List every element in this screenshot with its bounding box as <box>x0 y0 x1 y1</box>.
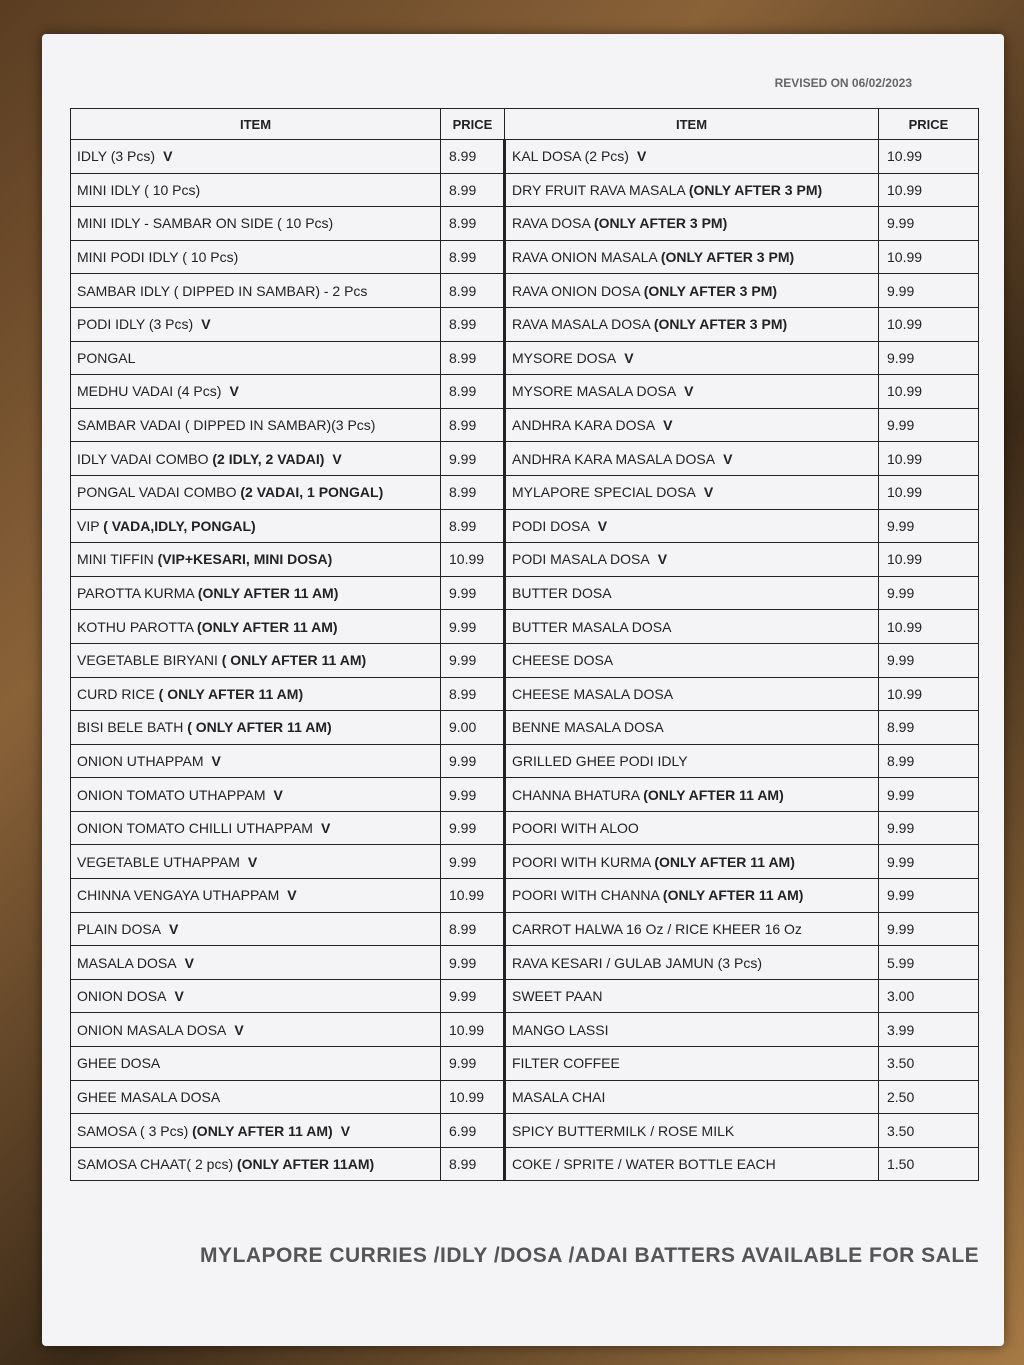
left-item-cell <box>71 442 441 476</box>
item-note: (ONLY AFTER 11 AM) <box>197 585 339 602</box>
item-name: MINI IDLY - SAMBAR ON SIDE ( 10 Pcs) <box>77 215 334 232</box>
left-item-cell <box>71 475 441 509</box>
item-note: (ONLY AFTER 11 AM) <box>643 786 784 803</box>
veg-marker: V <box>247 853 258 870</box>
right-item-cell <box>505 912 879 946</box>
left-price-cell: 8.99 <box>441 1147 505 1181</box>
right-item-cell <box>505 845 879 879</box>
menu-row <box>71 509 979 543</box>
item-name: CHEESE MASALA DOSA <box>512 685 674 702</box>
item-name: KOTHU PAROTTA <box>77 618 194 635</box>
menu-row <box>71 711 979 745</box>
item-name: MYSORE MASALA DOSA <box>512 383 677 400</box>
left-price-cell: 10.99 <box>441 543 505 577</box>
left-price-cell: 9.99 <box>441 845 505 879</box>
right-item-cell <box>505 307 879 341</box>
item-note: ( VADA,IDLY, PONGAL) <box>103 517 256 534</box>
right-item-cell <box>505 1147 879 1181</box>
left-price-cell: 9.99 <box>441 979 505 1013</box>
menu-row <box>71 879 979 913</box>
item-name: IDLY VADAI COMBO <box>77 450 209 467</box>
left-price-cell: 9.99 <box>441 643 505 677</box>
item-note: (ONLY AFTER 3 PM) <box>660 249 795 266</box>
left-item-cell <box>71 643 441 677</box>
right-price-cell: 9.99 <box>879 879 979 913</box>
item-name: ONION UTHAPPAM <box>77 752 204 769</box>
right-price-cell: 10.99 <box>879 543 979 577</box>
veg-marker: V <box>201 316 211 333</box>
item-name: COKE / SPRITE / WATER BOTTLE EACH <box>512 1156 776 1173</box>
veg-marker: V <box>229 383 239 400</box>
left-price-cell: 8.99 <box>441 677 505 711</box>
item-name: ANDHRA KARA MASALA DOSA <box>512 450 716 467</box>
veg-marker: V <box>169 920 179 937</box>
veg-marker: V <box>332 450 342 467</box>
item-note: (2 IDLY, 2 VADAI) <box>212 450 325 467</box>
item-note: (ONLY AFTER 11 AM) <box>192 1122 333 1139</box>
menu-body <box>71 140 979 1181</box>
right-price-cell: 8.99 <box>879 744 979 778</box>
left-item-cell <box>71 677 441 711</box>
item-name: BUTTER DOSA <box>512 585 612 602</box>
item-note: (ONLY AFTER 3 PM) <box>653 316 788 333</box>
left-item-cell <box>71 912 441 946</box>
left-price-cell: 10.99 <box>441 1013 505 1047</box>
right-price-cell: 1.50 <box>879 1147 979 1181</box>
veg-marker: V <box>234 1021 244 1038</box>
left-price-cell: 8.99 <box>441 240 505 274</box>
left-item-cell <box>71 1080 441 1114</box>
veg-marker: V <box>184 954 194 971</box>
left-item-cell <box>71 408 441 442</box>
menu-row <box>71 1047 979 1081</box>
item-name: ONION TOMATO CHILLI UTHAPPAM <box>77 820 313 837</box>
item-name: ONION MASALA DOSA <box>77 1021 227 1038</box>
right-item-cell <box>505 979 879 1013</box>
item-name: DRY FRUIT RAVA MASALA <box>512 181 685 198</box>
left-item-cell <box>71 341 441 375</box>
veg-marker: V <box>320 820 331 837</box>
veg-marker: V <box>703 484 714 501</box>
menu-row <box>71 1147 979 1181</box>
menu-row <box>71 375 979 409</box>
left-item-cell <box>71 1147 441 1181</box>
right-price-cell: 3.50 <box>879 1114 979 1148</box>
item-name: GHEE MASALA DOSA <box>77 1088 221 1105</box>
veg-marker: V <box>211 752 221 769</box>
menu-row <box>71 307 979 341</box>
veg-marker: V <box>684 383 694 400</box>
header-row <box>71 109 979 140</box>
left-price-cell: 9.99 <box>441 744 505 778</box>
right-price-cell: 3.50 <box>879 1047 979 1081</box>
left-item-cell <box>71 576 441 610</box>
right-price-cell: 9.99 <box>879 811 979 845</box>
menu-table <box>70 108 979 1181</box>
right-price-cell: 3.00 <box>879 979 979 1013</box>
menu-row <box>71 576 979 610</box>
left-price-cell: 8.99 <box>441 274 505 308</box>
item-name: MINI IDLY ( 10 Pcs) <box>77 181 201 198</box>
left-price-cell: 8.99 <box>441 341 505 375</box>
right-price-cell: 9.99 <box>879 845 979 879</box>
left-item-cell <box>71 946 441 980</box>
menu-row <box>71 744 979 778</box>
right-item-cell <box>505 610 879 644</box>
right-item-cell <box>505 274 879 308</box>
left-item-cell <box>71 879 441 913</box>
item-name: ANDHRA KARA DOSA <box>512 417 656 434</box>
item-note: (VIP+KESARI, MINI DOSA) <box>157 551 333 568</box>
right-price-cell: 9.99 <box>879 341 979 375</box>
right-item-cell <box>505 576 879 610</box>
menu-row <box>71 979 979 1013</box>
item-name: PAROTTA KURMA <box>77 585 194 602</box>
right-price-cell: 10.99 <box>879 173 979 207</box>
item-note: ( ONLY AFTER 11 AM) <box>187 719 332 736</box>
item-note: (ONLY AFTER 3 PM) <box>688 181 823 198</box>
menu-row <box>71 442 979 476</box>
left-price-cell: 8.99 <box>441 509 505 543</box>
left-price-cell: 9.99 <box>441 576 505 610</box>
right-price-cell: 10.99 <box>879 240 979 274</box>
right-item-cell <box>505 946 879 980</box>
left-price-cell: 9.99 <box>441 778 505 812</box>
left-item-cell <box>71 610 441 644</box>
right-item-cell <box>505 643 879 677</box>
menu-row <box>71 1013 979 1047</box>
item-note: (ONLY AFTER 11 AM) <box>662 887 804 904</box>
right-item-cell <box>505 375 879 409</box>
left-item-cell <box>71 811 441 845</box>
item-name: PONGAL VADAI COMBO <box>77 484 237 501</box>
item-name: SAMOSA ( 3 Pcs) <box>77 1122 189 1139</box>
menu-row <box>71 207 979 241</box>
menu-row <box>71 1080 979 1114</box>
menu-row <box>71 543 979 577</box>
left-item-cell <box>71 509 441 543</box>
veg-marker: V <box>163 148 173 165</box>
right-item-cell <box>505 475 879 509</box>
right-price-cell: 9.99 <box>879 274 979 308</box>
right-price-cell: 9.99 <box>879 576 979 610</box>
item-name: POORI WITH KURMA <box>512 853 651 870</box>
item-name: BENNE MASALA DOSA <box>512 719 664 736</box>
veg-marker: V <box>340 1122 351 1139</box>
item-name: CHANNA BHATURA <box>512 786 640 803</box>
left-price-cell: 9.00 <box>441 711 505 745</box>
item-name: CARROT HALWA 16 Oz / RICE KHEER 16 Oz <box>512 920 802 937</box>
menu-row <box>71 173 979 207</box>
item-name: RAVA DOSA <box>512 215 591 232</box>
item-name: SAMBAR VADAI ( DIPPED IN SAMBAR)(3 Pcs) <box>77 417 376 434</box>
right-price-cell: 10.99 <box>879 375 979 409</box>
right-item-cell <box>505 408 879 442</box>
item-name: PODI IDLY (3 Pcs) <box>77 316 194 333</box>
right-item-cell <box>505 207 879 241</box>
left-item-cell <box>71 240 441 274</box>
menu-row <box>71 610 979 644</box>
veg-marker: V <box>287 887 297 904</box>
item-name: KAL DOSA (2 Pcs) <box>512 148 629 165</box>
item-name: BISI BELE BATH <box>77 719 184 736</box>
item-name: SWEET PAAN <box>512 988 603 1005</box>
left-price-cell: 9.99 <box>441 610 505 644</box>
right-item-cell <box>505 1047 879 1081</box>
menu-row <box>71 240 979 274</box>
item-name: PONGAL <box>77 349 136 366</box>
item-note: (ONLY AFTER 11 AM) <box>654 853 795 870</box>
left-price-cell: 9.99 <box>441 811 505 845</box>
right-price-cell: 10.99 <box>879 677 979 711</box>
right-item-cell <box>505 543 879 577</box>
item-name: RAVA KESARI / GULAB JAMUN (3 Pcs) <box>512 954 762 971</box>
item-name: RAVA ONION MASALA <box>512 249 657 266</box>
right-price-cell: 9.99 <box>879 912 979 946</box>
left-price-cell: 8.99 <box>441 912 505 946</box>
right-item-cell <box>505 509 879 543</box>
left-item-cell <box>71 140 441 174</box>
item-name: VEGETABLE BIRYANI <box>77 652 218 669</box>
price-header-left: PRICE <box>441 109 505 140</box>
item-note: (ONLY AFTER 3 PM) <box>593 215 728 232</box>
item-name: PODI DOSA <box>512 517 590 534</box>
revised-date: REVISED ON 06/02/2023 <box>774 76 912 90</box>
veg-marker: V <box>273 786 283 803</box>
item-name: MASALA CHAI <box>512 1088 606 1105</box>
left-price-cell: 9.99 <box>441 946 505 980</box>
left-price-cell: 6.99 <box>441 1114 505 1148</box>
item-name: VIP <box>77 517 100 534</box>
right-price-cell: 9.99 <box>879 509 979 543</box>
item-note: ( ONLY AFTER 11 AM) <box>221 652 367 669</box>
item-name: ONION DOSA <box>77 988 167 1005</box>
right-item-cell <box>505 744 879 778</box>
right-item-cell <box>505 711 879 745</box>
left-price-cell: 8.99 <box>441 140 505 174</box>
menu-row <box>71 845 979 879</box>
left-price-cell: 8.99 <box>441 307 505 341</box>
menu-row <box>71 811 979 845</box>
item-name: RAVA MASALA DOSA <box>512 316 650 333</box>
item-name: MINI PODI IDLY ( 10 Pcs) <box>77 249 239 266</box>
veg-marker: V <box>624 349 634 366</box>
price-header-right: PRICE <box>879 109 979 140</box>
item-note: (ONLY AFTER 11 AM) <box>197 618 338 635</box>
left-item-cell <box>71 207 441 241</box>
item-name: RAVA ONION DOSA <box>512 282 640 299</box>
right-item-cell <box>505 1013 879 1047</box>
left-price-cell: 10.99 <box>441 1080 505 1114</box>
right-price-cell: 9.99 <box>879 778 979 812</box>
menu-row <box>71 677 979 711</box>
right-item-cell <box>505 811 879 845</box>
left-price-cell: 8.99 <box>441 375 505 409</box>
right-item-cell <box>505 140 879 174</box>
menu-row <box>71 408 979 442</box>
item-header-left: ITEM <box>71 109 441 140</box>
item-name: MYLAPORE SPECIAL DOSA <box>512 484 696 501</box>
menu-row <box>71 274 979 308</box>
item-name: FILTER COFFEE <box>512 1055 620 1072</box>
item-note: (ONLY AFTER 11AM) <box>237 1156 375 1173</box>
right-price-cell: 9.99 <box>879 643 979 677</box>
item-name: POORI WITH CHANNA <box>512 887 660 904</box>
right-price-cell: 9.99 <box>879 207 979 241</box>
item-header-right: ITEM <box>505 109 879 140</box>
left-item-cell <box>71 1013 441 1047</box>
left-item-cell <box>71 778 441 812</box>
left-item-cell <box>71 1047 441 1081</box>
right-item-cell <box>505 341 879 375</box>
item-name: CHINNA VENGAYA UTHAPPAM <box>77 887 280 904</box>
left-price-cell: 8.99 <box>441 207 505 241</box>
item-name: MASALA DOSA <box>77 954 177 971</box>
item-name: CURD RICE <box>77 685 155 702</box>
item-name: ONION TOMATO UTHAPPAM <box>77 786 266 803</box>
veg-marker: V <box>723 450 733 467</box>
item-name: GHEE DOSA <box>77 1055 161 1072</box>
menu-row <box>71 778 979 812</box>
menu-row <box>71 475 979 509</box>
item-name: BUTTER MASALA DOSA <box>512 618 672 635</box>
menu-row <box>71 643 979 677</box>
left-price-cell: 8.99 <box>441 475 505 509</box>
item-name: MANGO LASSI <box>512 1021 609 1038</box>
item-name: VEGETABLE UTHAPPAM <box>77 853 240 870</box>
item-name: SAMBAR IDLY ( DIPPED IN SAMBAR) - 2 Pcs <box>77 282 368 299</box>
item-name: PLAIN DOSA <box>77 920 162 937</box>
left-price-cell: 8.99 <box>441 408 505 442</box>
left-item-cell <box>71 543 441 577</box>
veg-marker: V <box>663 417 673 434</box>
menu-row <box>71 946 979 980</box>
veg-marker: V <box>597 517 608 534</box>
footer-note: MYLAPORE CURRIES /IDLY /DOSA /ADAI BATTERS AVAILABLE FOR SALE <box>200 1244 980 1267</box>
right-item-cell <box>505 677 879 711</box>
right-price-cell: 10.99 <box>879 475 979 509</box>
item-name: SPICY BUTTERMILK / ROSE MILK <box>512 1122 735 1139</box>
left-item-cell <box>71 979 441 1013</box>
menu-row <box>71 341 979 375</box>
item-note: (2 VADAI, 1 PONGAL) <box>240 484 384 501</box>
left-item-cell <box>71 711 441 745</box>
left-item-cell <box>71 845 441 879</box>
right-price-cell: 9.99 <box>879 408 979 442</box>
left-price-cell: 10.99 <box>441 879 505 913</box>
right-item-cell <box>505 1080 879 1114</box>
left-item-cell <box>71 274 441 308</box>
right-item-cell <box>505 1114 879 1148</box>
right-item-cell <box>505 173 879 207</box>
right-price-cell: 2.50 <box>879 1080 979 1114</box>
left-item-cell <box>71 173 441 207</box>
right-item-cell <box>505 240 879 274</box>
veg-marker: V <box>174 988 184 1005</box>
right-price-cell: 10.99 <box>879 442 979 476</box>
right-price-cell: 3.99 <box>879 1013 979 1047</box>
menu-sheet <box>42 34 1004 1346</box>
item-name: PODI MASALA DOSA <box>512 551 650 568</box>
left-item-cell <box>71 375 441 409</box>
item-name: MYSORE DOSA <box>512 349 617 366</box>
veg-marker: V <box>657 551 668 568</box>
right-price-cell: 10.99 <box>879 610 979 644</box>
item-name: IDLY (3 Pcs) <box>77 148 156 165</box>
right-price-cell: 5.99 <box>879 946 979 980</box>
menu-row <box>71 1114 979 1148</box>
item-name: MINI TIFFIN <box>77 551 154 568</box>
right-item-cell <box>505 442 879 476</box>
veg-marker: V <box>636 148 647 165</box>
item-name: POORI WITH ALOO <box>512 820 639 837</box>
left-item-cell <box>71 744 441 778</box>
item-name: GRILLED GHEE PODI IDLY <box>512 752 688 769</box>
item-name: MEDHU VADAI (4 Pcs) <box>77 383 222 400</box>
right-item-cell <box>505 879 879 913</box>
left-item-cell <box>71 1114 441 1148</box>
left-price-cell: 9.99 <box>441 1047 505 1081</box>
right-item-cell <box>505 778 879 812</box>
menu-row <box>71 912 979 946</box>
left-price-cell: 8.99 <box>441 173 505 207</box>
item-name: CHEESE DOSA <box>512 652 614 669</box>
left-price-cell: 9.99 <box>441 442 505 476</box>
item-note: (ONLY AFTER 3 PM) <box>643 282 778 299</box>
left-item-cell <box>71 307 441 341</box>
menu-row <box>71 140 979 174</box>
item-name: SAMOSA CHAAT( 2 pcs) <box>77 1156 234 1173</box>
right-price-cell: 10.99 <box>879 307 979 341</box>
right-price-cell: 10.99 <box>879 140 979 174</box>
right-price-cell: 8.99 <box>879 711 979 745</box>
item-note: ( ONLY AFTER 11 AM) <box>158 685 304 702</box>
